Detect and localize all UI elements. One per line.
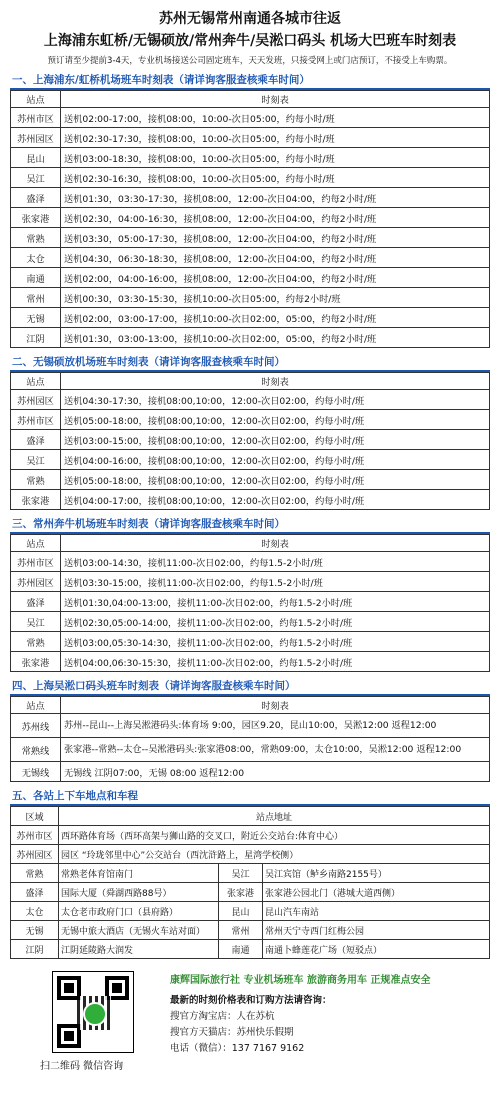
- table-header-row: [11, 807, 490, 826]
- station-cell: 太仓: [11, 248, 61, 268]
- section-title-locations: 五、各站上下车地点和车程: [10, 786, 490, 806]
- timetable-container: [10, 70, 490, 959]
- schedule-cell: 送机02:00，03:00-17:00，接机10:00-次日02:00，05:00，约每2小时/班: [61, 308, 490, 328]
- region-cell: 南通: [219, 940, 263, 959]
- station-cell: 张家港: [11, 490, 61, 510]
- table-row: [11, 490, 490, 510]
- schedule-cell: 无锡线 江阴07:00，无锡 08:00 返程12:00: [61, 762, 490, 782]
- table-row: [11, 430, 490, 450]
- table-row: [11, 228, 490, 248]
- region-cell: 盛泽: [11, 883, 59, 902]
- address-cell: 吴江宾馆（鲈乡南路2155号）: [263, 864, 490, 883]
- table-row: [11, 248, 490, 268]
- table-header-row: [11, 697, 490, 714]
- table-row: [11, 738, 490, 762]
- region-cell: 苏州园区: [11, 845, 59, 864]
- station-cell: 吴江: [11, 612, 61, 632]
- address-cell: 张家港公园北门（港城大道西侧）: [263, 883, 490, 902]
- region-cell: 昆山: [219, 902, 263, 921]
- schedule-cell: 送机02:30-17:30，接机08:00，10:00-次日05:00，约每小时/班: [61, 128, 490, 148]
- table-row: [11, 308, 490, 328]
- address-cell: 国际大厦（舜湖西路88号）: [59, 883, 219, 902]
- table-row: [11, 883, 490, 902]
- table-row: [11, 128, 490, 148]
- table-row: [11, 470, 490, 490]
- section-title: 一、上海浦东/虹桥机场班车时刻表（请详询客服查核乘车时间）: [10, 70, 490, 90]
- schedule-cell: 送机02:30，04:00-16:30，接机08:00，12:00-次日04:00，约每2小时/班: [61, 208, 490, 228]
- table-row: [11, 410, 490, 430]
- column-header-station: 站点: [11, 373, 61, 390]
- table-row: [11, 921, 490, 940]
- schedule-cell: 送机04:00-16:00，接机08:00,10:00，12:00-次日02:00，约每小时/班: [61, 450, 490, 470]
- footer: [10, 965, 490, 1083]
- schedule-cell: 送机03:30-15:00，接机11:00-次日02:00，约每1.5-2小时/班: [61, 572, 490, 592]
- table-row: [11, 188, 490, 208]
- contact-info: [170, 993, 332, 1057]
- schedule-cell: 送机01:30，03:00-13:00，接机10:00-次日02:00，05:00，约每2小时/班: [61, 328, 490, 348]
- column-header-station: 站点: [11, 535, 61, 552]
- table-row: [11, 632, 490, 652]
- station-cell: 吴江: [11, 168, 61, 188]
- schedule-cell: 送机02:30,05:00-14:00，接机11:00-次日02:00，约每1.5-2小时/班: [61, 612, 490, 632]
- schedule-cell: 送机03:00-14:30，接机11:00-次日02:00，约每1.5-2小时/班: [61, 552, 490, 572]
- station-cell: 江阴: [11, 328, 61, 348]
- station-cell: 常熟线: [11, 738, 61, 762]
- table-row: [11, 612, 490, 632]
- schedule-cell: 送机03:00,05:30-14:30，接机11:00-次日02:00，约每1.5-2小时/班: [61, 632, 490, 652]
- region-cell: 吴江: [219, 864, 263, 883]
- schedule-cell: 送机03:30，05:00-17:30，接机08:00，12:00-次日04:00，约每2小时/班: [61, 228, 490, 248]
- station-cell: 常熟: [11, 632, 61, 652]
- address-cell: 西环路体育场（西环高架与狮山路的交叉口，附近公交站台:体育中心）: [59, 826, 490, 845]
- section-title: 三、常州奔牛机场班车时刻表（请详询客服查核乘车时间）: [10, 514, 490, 534]
- schedule-cell: 送机04:30，06:30-18:30，接机08:00，12:00-次日04:00，约每2小时/班: [61, 248, 490, 268]
- address-cell: 常州天宁寺西门红梅公园: [263, 921, 490, 940]
- phone-number: 电话（微信）：137 7167 9162: [170, 1043, 305, 1054]
- station-cell: 苏州线: [11, 714, 61, 738]
- table-row: [11, 168, 490, 188]
- region-cell: 常州: [219, 921, 263, 940]
- station-cell: 盛泽: [11, 430, 61, 450]
- station-cell: 盛泽: [11, 188, 61, 208]
- schedule-cell: 送机02:30-16:30，接机08:00，10:00-次日05:00，约每小时/班: [61, 168, 490, 188]
- station-cell: 无锡线: [11, 762, 61, 782]
- table-row: [11, 552, 490, 572]
- station-cell: 常熟: [11, 228, 61, 248]
- region-cell: 江阴: [11, 940, 59, 959]
- region-cell: 太仓: [11, 902, 59, 921]
- wechat-qr-code-icon: [52, 971, 134, 1053]
- address-cell: 常熟老体育馆南门: [59, 864, 219, 883]
- schedule-cell: 送机01:30,04:00-13:00，接机11:00-次日02:00，约每1.5-2小时/班: [61, 592, 490, 612]
- station-cell: 盛泽: [11, 592, 61, 612]
- station-cell: 苏州市区: [11, 552, 61, 572]
- station-cell: 苏州园区: [11, 128, 61, 148]
- table-row: [11, 148, 490, 168]
- column-header-address: 站点地址: [59, 807, 490, 826]
- table-row: [11, 714, 490, 738]
- address-cell: 无锡中旅大酒店（无锡火车站对面）: [59, 921, 219, 940]
- qr-caption: 扫二维码 微信咨询: [40, 1061, 124, 1072]
- region-cell: 无锡: [11, 921, 59, 940]
- station-cell: 常熟: [11, 470, 61, 490]
- column-header-station: 站点: [11, 697, 61, 714]
- station-cell: 苏州园区: [11, 390, 61, 410]
- station-cell: 苏州园区: [11, 572, 61, 592]
- region-cell: 苏州市区: [11, 826, 59, 845]
- table-row: [11, 762, 490, 782]
- schedule-cell: 送机02:00，04:00-16:00，接机08:00，12:00-次日04:00，约每2小时/班: [61, 268, 490, 288]
- table-row: [11, 328, 490, 348]
- timetable: [10, 696, 490, 782]
- booking-notice: 预订请至少提前3-4天，专业机场接送公司固定班车，天天发班，只接受网上或门店预订，不接受上车购票。: [47, 56, 453, 66]
- address-cell: 南通卜蜂莲花广场（短驳点）: [263, 940, 490, 959]
- timetable-sections: [10, 70, 490, 782]
- section-title: 二、无锡硕放机场班车时刻表（请详询客服查核乘车时间）: [10, 352, 490, 372]
- station-cell: 苏州市区: [11, 410, 61, 430]
- station-cell: 张家港: [11, 652, 61, 672]
- address-cell: 太仓老市政府门口（县府路）: [59, 902, 219, 921]
- address-cell: 江阴延陵路大润发: [59, 940, 219, 959]
- schedule-cell: 送机04:00,06:30-15:30，接机11:00-次日02:00，约每1.5-2小时/班: [61, 652, 490, 672]
- tmall-store: 搜官方天猫店：苏州快乐假期: [170, 1027, 294, 1038]
- table-row: [11, 902, 490, 921]
- table-row: [11, 108, 490, 128]
- schedule-cell: 送机04:30-17:30，接机08:00,10:00，12:00-次日02:00，约每小时/班: [61, 390, 490, 410]
- station-cell: 吴江: [11, 450, 61, 470]
- column-header-time: 时刻表: [61, 91, 490, 108]
- table-row: [11, 592, 490, 612]
- station-cell: 苏州市区: [11, 108, 61, 128]
- taobao-store: 搜官方淘宝店：人在苏杭: [170, 1011, 275, 1022]
- schedule-cell: 送机00:30，03:30-15:30，接机10:00-次日05:00，约每2小时/班: [61, 288, 490, 308]
- table-row: [11, 450, 490, 470]
- column-header-time: 时刻表: [61, 373, 490, 390]
- station-cell: 无锡: [11, 308, 61, 328]
- contact-title: 最新的时刻价格表和订购方法请咨询：: [170, 995, 332, 1006]
- station-cell: 常州: [11, 288, 61, 308]
- table-row: [11, 864, 490, 883]
- column-header-time: 时刻表: [61, 535, 490, 552]
- region-cell: 张家港: [219, 883, 263, 902]
- station-cell: 昆山: [11, 148, 61, 168]
- timetable: [10, 90, 490, 348]
- timetable: [10, 534, 490, 672]
- agency-slogan: 康辉国际旅行社 专业机场班车 旅游商务用车 正规准点安全: [170, 975, 431, 986]
- table-row: [11, 652, 490, 672]
- station-cell: 张家港: [11, 208, 61, 228]
- address-cell: 园区 “玲珑邻里中心”公交站台（西沈浒路上，星湾学校侧）: [59, 845, 490, 864]
- station-cell: 南通: [11, 268, 61, 288]
- timetable: [10, 372, 490, 510]
- table-row: [11, 845, 490, 864]
- schedule-cell: 送机02:00-17:00，接机08:00，10:00-次日05:00，约每小时/班: [61, 108, 490, 128]
- table-header-row: [11, 373, 490, 390]
- page-title-line2: 上海浦东虹桥/无锡硕放/常州奔牛/吴淞口码头 机场大巴班车时刻表: [43, 33, 457, 49]
- schedule-cell: 送机03:00-18:30，接机08:00，10:00-次日05:00，约每小时/班: [61, 148, 490, 168]
- column-header-region: 区域: [11, 807, 59, 826]
- schedule-cell: 送机05:00-18:00，接机08:00,10:00，12:00-次日02:00，约每小时/班: [61, 410, 490, 430]
- table-row: [11, 208, 490, 228]
- section-title: 四、上海吴淞口码头班车时刻表（请详询客服查核乘车时间）: [10, 676, 490, 696]
- schedule-cell: 送机04:00-17:00，接机08:00,10:00，12:00-次日02:00，约每小时/班: [61, 490, 490, 510]
- table-header-row: [11, 535, 490, 552]
- region-cell: 常熟: [11, 864, 59, 883]
- table-header-row: [11, 91, 490, 108]
- schedule-cell: 送机01:30，03:30-17:30，接机08:00，12:00-次日04:00，约每2小时/班: [61, 188, 490, 208]
- page-title-line1: 苏州无锡常州南通各城市往返: [159, 11, 341, 27]
- address-cell: 昆山汽车南站: [263, 902, 490, 921]
- schedule-cell: 送机03:00-15:00，接机08:00,10:00，12:00-次日02:00，约每小时/班: [61, 430, 490, 450]
- schedule-cell: 张家港--常熟--太仓--吴淞港码头:张家港08:00，常熟09:00，太仓10:00，吴淞12:00 返程12:00: [61, 738, 490, 762]
- table-row: [11, 572, 490, 592]
- locations-table: [10, 806, 490, 959]
- table-row: [11, 390, 490, 410]
- table-row: [11, 940, 490, 959]
- table-row: [11, 826, 490, 845]
- schedule-cell: 送机05:00-18:00，接机08:00,10:00，12:00-次日02:00，约每小时/班: [61, 470, 490, 490]
- table-row: [11, 268, 490, 288]
- column-header-station: 站点: [11, 91, 61, 108]
- column-header-time: 时刻表: [61, 697, 490, 714]
- schedule-cell: 苏州--昆山--上海吴淞港码头:体育场 9:00，园区9.20，昆山10:00，吴淞12:00 返程12:00: [61, 714, 490, 738]
- table-row: [11, 288, 490, 308]
